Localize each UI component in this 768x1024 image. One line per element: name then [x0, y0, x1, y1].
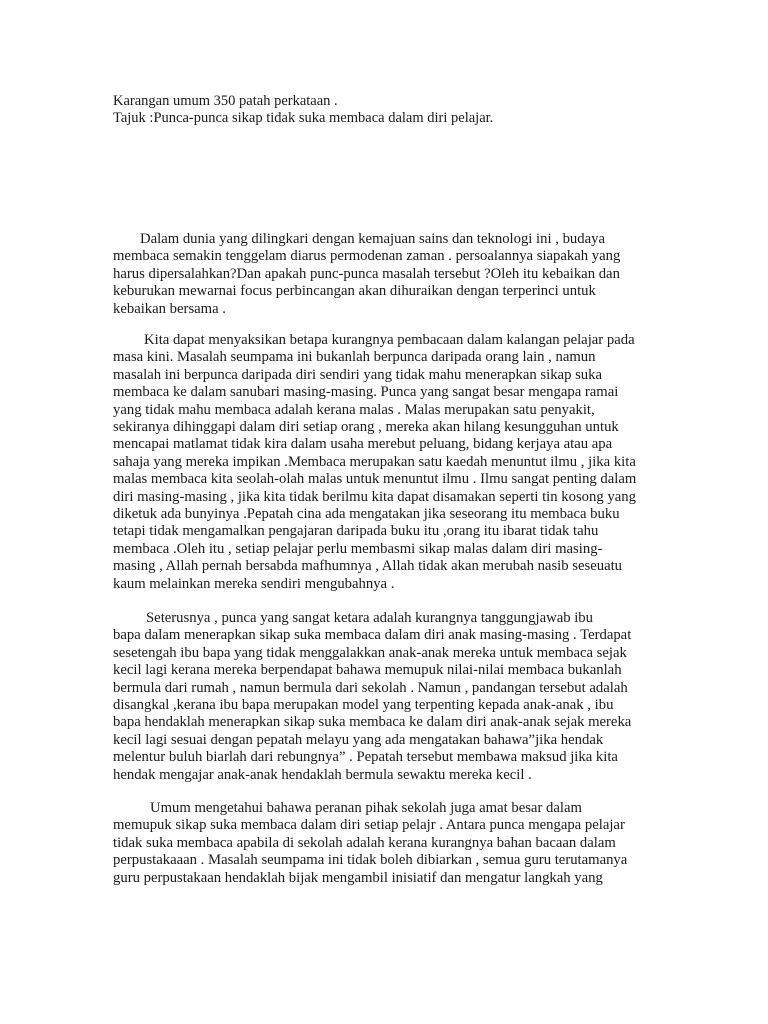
paragraph-line: memupuk sikap suka membaca dalam diri setiap pelajr . Antara punca mengapa pelajar [113, 817, 625, 834]
paragraph-line: Seterusnya , punca yang sangat ketara adalah kurangnya tanggungjawab ibu [146, 610, 593, 626]
paragraph-line: tidak suka membaca apabila di sekolah adalah kerana kurangnya bahan bacaan dalam [113, 834, 616, 851]
paragraph-line: kaum melainkan mereka sendiri mengubahnya . [113, 575, 395, 592]
paragraph-line: bermula dari rumah , namun bermula dari sekolah . Namun , pandangan tersebut adalah [113, 679, 628, 696]
essay-type-line: Karangan umum 350 patah perkataan . [113, 93, 338, 109]
paragraph-line: kecil lagi kerana mereka berpendapat bahawa memupuk nilai-nilai membaca bukanlah [113, 662, 622, 679]
paragraph-line: sahaja yang mereka impikan .Membaca merupakan satu kaedah menuntut ilmu , jika kita [113, 453, 636, 470]
paragraph-parents [113, 610, 653, 784]
paragraph-line: masalah ini berpunca daripada diri sendiri yang tidak mahu menerapkan sikap suka [113, 366, 603, 383]
paragraph-line: harus dipersalahkan?Dan apakah punc-punca masalah tersebut ?Oleh itu kebaikan dan [113, 265, 620, 282]
paragraph-line: Umum mengetahui bahawa peranan pihak sekolah juga amat besar dalam [150, 800, 582, 816]
paragraph-line: malas membaca kita seolah-olah malas untuk menuntut ilmu . Ilmu sangat penting dalam [113, 471, 637, 488]
paragraph-introduction [113, 231, 653, 318]
paragraph-line: sesetengah ibu bapa yang tidak menggalakkan anak-anak mereka untuk membaca sejak [113, 644, 627, 661]
paragraph-line: Dalam dunia yang dilingkari dengan kemajuan sains dan teknologi ini , budaya [140, 231, 605, 247]
paragraph-laziness [113, 332, 653, 593]
essay-title-line: Tajuk :Punca-punca sikap tidak suka membaca dalam diri pelajar. [113, 110, 494, 126]
paragraph-line: keburukan mewarnai focus perbincangan akan dihuraikan dengan terperinci untuk [113, 283, 596, 300]
paragraph-line: yang tidak mahu membaca adalah kerana malas . Malas merupakan satu penyakit, [113, 401, 595, 418]
paragraph-line: mencapai matlamat tidak kira dalam usaha merebut peluang, bidang kerjaya atau apa [113, 436, 613, 453]
paragraph-line: bapa dalam menerapkan sikap suka membaca dalam diri anak masing-masing . Terdapat [113, 627, 632, 644]
paragraph-line: bapa hendaklah menerapkan sikap suka membaca ke dalam diri anak-anak sejak mereka [113, 714, 632, 731]
paragraph-line: guru perpustakaan hendaklah bijak mengambil inisiatif dan mengatur langkah yang [113, 869, 603, 886]
paragraph-line: sekiranya dihinggapi dalam diri setiap orang , mereka akan hilang kesungguhan untuk [113, 419, 619, 436]
paragraph-line: perpustakaaan . Masalah seumpama ini tidak boleh dibiarkan , semua guru terutamanya [113, 852, 628, 869]
paragraph-line: membaca ke dalam sanubari masing-masing. Punca yang sangat besar mengapa ramai [113, 384, 619, 401]
paragraph-line: masa kini. Masalah seumpama ini bukanlah berpunca daripada orang lain , namun [113, 349, 596, 366]
paragraph-line: membaca semakin tenggelam diarus permodenan zaman . persoalannya siapakah yang [113, 248, 621, 265]
paragraph-line: melentur buluh biarlah dari rebungnya” . Pepatah tersebut membawa maksud jika kita [113, 749, 618, 766]
paragraph-line: tetapi tidak mengamalkan pengajaran daripada buku itu ,orang itu ibarat tidak tahu [113, 523, 599, 540]
paragraph-line: hendak mengajar anak-anak hendaklah bermula sewaktu mereka kecil . [113, 766, 532, 783]
paragraph-line: kebaikan bersama . [113, 300, 226, 317]
paragraph-line: diketuk ada bunyinya .Pepatah cina ada mengatakan jika seseorang itu membaca buku [113, 506, 620, 523]
paragraph-line: kecil lagi sesuai dengan pepatah melayu yang ada mengatakan bahawa”jika hendak [113, 731, 604, 748]
paragraph-line: diri masing-masing , jika kita tidak berilmu kita dapat disamakan seperti tin kosong yang [113, 488, 636, 505]
paragraph-line: membaca .Oleh itu , setiap pelajar perlu membasmi sikap malas dalam diri masing- [113, 540, 603, 557]
document-header [113, 93, 673, 127]
paragraph-line: Kita dapat menyaksikan betapa kurangnya pembacaan dalam kalangan pelajar pada [144, 332, 635, 348]
paragraph-line: masing , Allah pernah bersabda mafhumnya , Allah tidak akan merubah nasib seseuatu [113, 558, 623, 575]
paragraph-line: disangkal ,kerana ibu bapa merupakan model yang terpenting kepada anak-anak , ibu [113, 697, 614, 714]
paragraph-school [113, 800, 653, 887]
